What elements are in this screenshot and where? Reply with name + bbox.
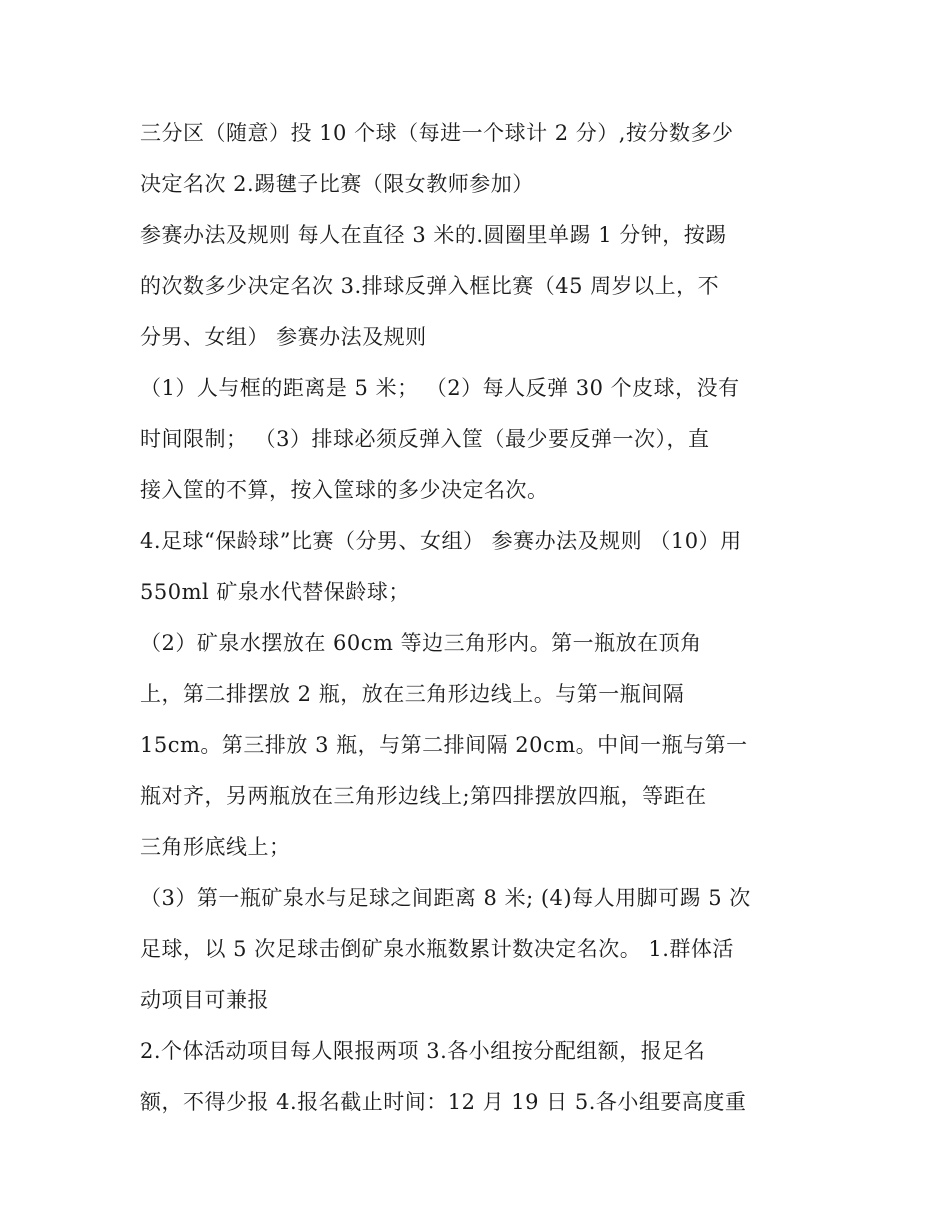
text-line: 的次数多少决定名次 3.排球反弹入框比赛（45 周岁以上，不 [140,274,720,298]
text-line: 瓶对齐，另两瓶放在三角形边线上;第四排摆放四瓶，等距在 [140,784,707,808]
text-line: 决定名次 2.踢毽子比赛（限女教师参加） [140,172,534,196]
text-line: 上，第二排摆放 2 瓶，放在三角形边线上。与第一瓶间隔 [140,682,685,706]
text-line: （1）人与框的距离是 5 米； （2）每人反弹 30 个皮球，没有 [140,376,740,400]
text-line: 参赛办法及规则 每人在直径 3 米的.圆圈里单踢 1 分钟，按踢 [140,223,727,247]
text-line: 三角形底线上； [140,835,291,859]
text-line: 2.个体活动项目每人限报两项 3.各小组按分配组额，报足名 [140,1039,706,1063]
text-line: 额，不得少报 4.报名截止时间：12 月 19 日 5.各小组要高度重 [140,1090,747,1114]
text-line: 15cm。第三排放 3 瓶，与第二排间隔 20cm。中间一瓶与第一 [140,733,748,757]
text-line: 三分区（随意）投 10 个球（每进一个球计 2 分）,按分数多少 [140,121,734,145]
text-line: （2）矿泉水摆放在 60cm 等边三角形内。第一瓶放在顶角 [140,631,702,655]
text-line: 分男、女组） 参赛办法及规则 [140,325,427,349]
document-body [140,108,820,1128]
text-line: 时间限制； （3）排球必须反弹入筐（最少要反弹一次），直 [140,427,710,451]
text-line: 550ml 矿泉水代替保龄球； [140,580,410,604]
text-line: 足球，以 5 次足球击倒矿泉水瓶数累计数决定名次。 1.群体活 [140,937,734,961]
text-line: 4.足球“保龄球”比赛（分男、女组） 参赛办法及规则 （10）用 [140,529,742,553]
text-line: 接入筐的不算，按入筐球的多少决定名次。 [140,478,549,502]
text-line: （3）第一瓶矿泉水与足球之间距离 8 米; (4)每人用脚可踢 5 次 [140,886,751,910]
text-line: 动项目可兼报 [140,988,269,1012]
